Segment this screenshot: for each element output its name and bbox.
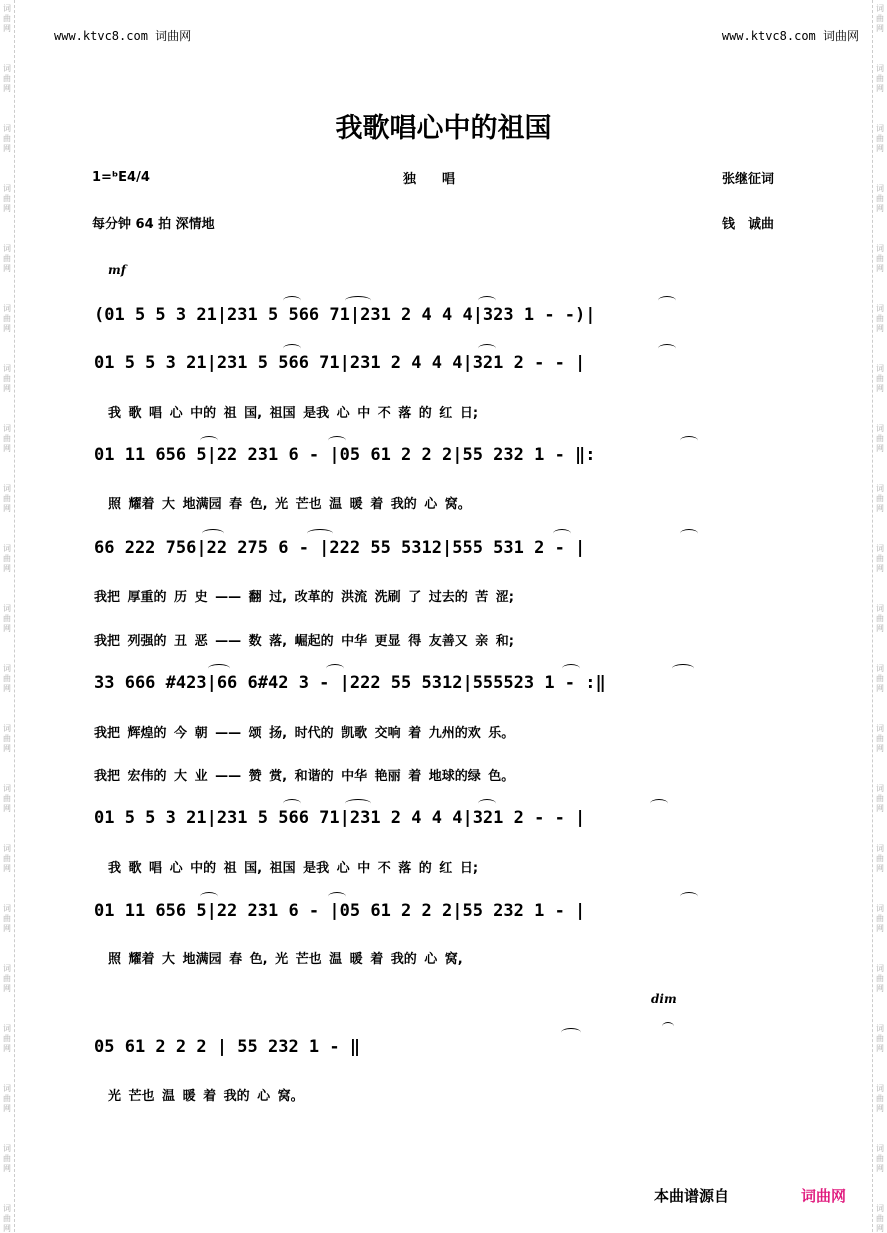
watermark-glyph: 曲: [876, 854, 884, 863]
watermark-glyph: 曲: [876, 1214, 884, 1223]
watermark-glyph: 曲: [3, 14, 11, 23]
watermark-glyph: 词: [3, 304, 11, 313]
lyric-line: 照 耀着 大 地满园 春 色, 光 芒也 温 暖 着 我的 心 窝。: [108, 497, 471, 512]
watermark-glyph: 网: [876, 144, 884, 153]
watermark-glyph: 曲: [876, 74, 884, 83]
watermark-glyph: 词: [3, 544, 11, 553]
watermark-glyph: 网: [876, 1164, 884, 1173]
watermark-glyph: 网: [876, 804, 884, 813]
header-site-left: www.ktvc8.com 词曲网: [54, 29, 192, 43]
watermark-glyph: 曲: [3, 314, 11, 323]
watermark-glyph: 词: [3, 4, 11, 13]
watermark-glyph: 词: [3, 964, 11, 973]
watermark-glyph: 网: [876, 624, 884, 633]
watermark-glyph: 网: [876, 1104, 884, 1113]
watermark-glyph: 曲: [876, 314, 884, 323]
header-site-right: www.ktvc8.com 词曲网: [721, 29, 859, 43]
watermark-glyph: 网: [3, 804, 11, 813]
watermark-glyph: 词: [876, 1024, 884, 1033]
watermark-glyph: 词: [876, 424, 884, 433]
watermark-glyph: 曲: [876, 494, 884, 503]
lyric-line: 我把 列强的 丑 恶 —— 数 落, 崛起的 中华 更显 得 友善又 亲 和;: [94, 634, 514, 649]
watermark-glyph: 网: [876, 744, 884, 753]
watermark-glyph: 网: [3, 504, 11, 513]
watermark-glyph: 网: [876, 444, 884, 453]
slur-mark: [658, 344, 676, 353]
watermark-glyph: 网: [876, 1044, 884, 1053]
watermark-glyph: 词: [876, 664, 884, 673]
watermark-glyph: 曲: [3, 1094, 11, 1103]
watermark-glyph: 词: [876, 604, 884, 613]
watermark-glyph: 曲: [3, 434, 11, 443]
watermark-glyph: 词: [876, 64, 884, 73]
watermark-glyph: 网: [3, 1104, 11, 1113]
lyric-line: 光 芒也 温 暖 着 我的 心 窝。: [108, 1089, 304, 1104]
watermark-glyph: 词: [3, 184, 11, 193]
watermark-glyph: 曲: [3, 914, 11, 923]
watermark-glyph: 词: [876, 724, 884, 733]
lyric-line: 我把 辉煌的 今 朝 —— 颂 扬, 时代的 凯歌 交响 着 九州的欢 乐。: [94, 726, 515, 741]
watermark-glyph: 曲: [876, 674, 884, 683]
watermark-glyph: 曲: [876, 14, 884, 23]
watermark-glyph: 网: [876, 864, 884, 873]
slur-mark: [328, 436, 346, 445]
watermark-glyph: 曲: [3, 74, 11, 83]
watermark-glyph: 曲: [876, 554, 884, 563]
watermark-glyph: 词: [3, 664, 11, 673]
watermark-glyph: 网: [876, 24, 884, 33]
lyric-line: 我把 厚重的 历 史 —— 翻 过, 改革的 洪流 洗刷 了 过去的 苦 涩;: [94, 590, 514, 605]
slur-mark: [650, 799, 668, 808]
left-watermark-strip: [0, 0, 15, 1232]
watermark-glyph: 网: [876, 1224, 884, 1233]
watermark-glyph: 曲: [876, 974, 884, 983]
watermark-glyph: 曲: [3, 794, 11, 803]
watermark-glyph: 曲: [3, 1034, 11, 1043]
watermark-glyph: 曲: [3, 374, 11, 383]
watermark-glyph: 曲: [876, 254, 884, 263]
watermark-glyph: 网: [3, 1164, 11, 1173]
slur-mark: [658, 296, 676, 305]
watermark-glyph: 词: [3, 124, 11, 133]
watermark-glyph: 网: [876, 924, 884, 933]
slur-mark: [283, 296, 301, 305]
watermark-glyph: 词: [3, 64, 11, 73]
slur-mark: [208, 664, 230, 673]
watermark-glyph: 词: [3, 844, 11, 853]
watermark-glyph: 词: [3, 1144, 11, 1153]
watermark-glyph: 网: [3, 924, 11, 933]
lyric-line: 我 歌 唱 心 中的 祖 国, 祖国 是我 心 中 不 落 的 红 日;: [108, 861, 479, 876]
dynamic-dim: dim: [651, 992, 677, 1006]
watermark-glyph: 曲: [876, 614, 884, 623]
watermark-glyph: 曲: [3, 494, 11, 503]
notation-line: 66 222 756|22 275 6 - |222 55 5312|555 531 2 - |: [94, 538, 586, 558]
slur-mark: [345, 296, 371, 305]
watermark-glyph: 网: [876, 84, 884, 93]
watermark-glyph: 网: [3, 144, 11, 153]
watermark-glyph: 词: [876, 244, 884, 253]
watermark-glyph: 曲: [876, 1154, 884, 1163]
watermark-glyph: 网: [3, 84, 11, 93]
watermark-glyph: 词: [876, 1084, 884, 1093]
watermark-glyph: 词: [3, 244, 11, 253]
watermark-glyph: 曲: [3, 614, 11, 623]
watermark-glyph: 网: [3, 384, 11, 393]
slur-mark: [200, 892, 218, 901]
slur-mark: [202, 529, 224, 538]
watermark-glyph: 词: [876, 364, 884, 373]
slur-mark: [328, 892, 346, 901]
notation-line: 01 5 5 3 21|231 5 566 71|231 2 4 4 4|321 2 - - |: [94, 353, 586, 373]
watermark-glyph: 词: [876, 904, 884, 913]
watermark-glyph: 曲: [3, 734, 11, 743]
slur-mark: [672, 664, 694, 673]
watermark-glyph: 网: [3, 624, 11, 633]
watermark-glyph: 网: [876, 684, 884, 693]
watermark-glyph: 曲: [3, 134, 11, 143]
slur-mark: [478, 799, 496, 808]
watermark-glyph: 网: [876, 264, 884, 273]
slur-mark: [307, 529, 333, 538]
lyricist: 张继征词: [722, 172, 775, 187]
watermark-glyph: 曲: [3, 974, 11, 983]
song-title: 我歌唱心中的祖国: [335, 113, 552, 144]
watermark-glyph: 曲: [876, 914, 884, 923]
footer-source-label: 本曲谱源自: [654, 1187, 730, 1205]
slur-mark: [562, 664, 580, 673]
watermark-glyph: 网: [876, 504, 884, 513]
watermark-glyph: 网: [876, 984, 884, 993]
watermark-glyph: 网: [3, 564, 11, 573]
right-watermark-strip: [872, 0, 887, 1232]
watermark-glyph: 网: [3, 264, 11, 273]
watermark-glyph: 词: [3, 484, 11, 493]
notation-line: 01 5 5 3 21|231 5 566 71|231 2 4 4 4|321 2 - - |: [94, 808, 586, 828]
watermark-glyph: 词: [3, 904, 11, 913]
slur-mark: [680, 436, 698, 445]
slur-mark: [478, 344, 496, 353]
watermark-glyph: 词: [3, 784, 11, 793]
watermark-glyph: 词: [876, 784, 884, 793]
watermark-glyph: 曲: [3, 854, 11, 863]
fermata-mark: [662, 1022, 674, 1031]
watermark-glyph: 曲: [876, 134, 884, 143]
watermark-glyph: 曲: [3, 1154, 11, 1163]
watermark-glyph: 网: [3, 444, 11, 453]
watermark-glyph: 词: [876, 4, 884, 13]
watermark-glyph: 网: [3, 684, 11, 693]
notation-line: 01 11 656 5|22 231 6 - |05 61 2 2 2|55 232 1 - ‖:: [94, 445, 596, 465]
slur-mark: [283, 799, 301, 808]
watermark-glyph: 网: [3, 204, 11, 213]
slur-mark: [680, 529, 698, 538]
watermark-glyph: 曲: [876, 194, 884, 203]
watermark-glyph: 网: [3, 324, 11, 333]
watermark-glyph: 网: [3, 1044, 11, 1053]
watermark-glyph: 词: [876, 544, 884, 553]
notation-line: (01 5 5 3 21|231 5 566 71|231 2 4 4 4|323 1 - -)|: [94, 305, 596, 325]
notation-line: 01 11 656 5|22 231 6 - |05 61 2 2 2|55 232 1 - |: [94, 901, 586, 921]
slur-mark: [478, 296, 496, 305]
notation-line: 33 666 #423|66 6#42 3 - |222 55 5312|555523 1 - :‖: [94, 673, 606, 693]
key-signature: 1=ᵇE4/4: [92, 170, 150, 185]
tempo: 每分钟 64 拍 深情地: [92, 217, 215, 232]
watermark-glyph: 曲: [876, 794, 884, 803]
slur-mark: [553, 529, 571, 538]
notation-line: 05 61 2 2 2 | 55 232 1 - ‖: [94, 1037, 361, 1057]
watermark-glyph: 词: [3, 424, 11, 433]
slur-mark: [326, 664, 344, 673]
composer: 钱 诚曲: [722, 217, 775, 232]
dynamic-mf: mf: [108, 263, 126, 277]
watermark-glyph: 词: [876, 844, 884, 853]
slur-mark: [345, 799, 371, 808]
watermark-glyph: 网: [3, 984, 11, 993]
watermark-glyph: 网: [3, 744, 11, 753]
slur-mark: [680, 892, 698, 901]
slur-mark: [200, 436, 218, 445]
watermark-glyph: 词: [876, 124, 884, 133]
watermark-glyph: 网: [876, 204, 884, 213]
watermark-glyph: 曲: [876, 734, 884, 743]
watermark-glyph: 曲: [3, 1214, 11, 1223]
watermark-glyph: 词: [3, 604, 11, 613]
watermark-glyph: 词: [876, 304, 884, 313]
watermark-glyph: 曲: [876, 374, 884, 383]
watermark-glyph: 词: [3, 364, 11, 373]
watermark-glyph: 网: [876, 564, 884, 573]
watermark-glyph: 网: [3, 1224, 11, 1233]
watermark-glyph: 词: [876, 964, 884, 973]
watermark-glyph: 词: [876, 184, 884, 193]
watermark-glyph: 曲: [876, 1094, 884, 1103]
watermark-glyph: 词: [876, 484, 884, 493]
watermark-glyph: 词: [876, 1204, 884, 1213]
lyric-line: 照 耀着 大 地满园 春 色, 光 芒也 温 暖 着 我的 心 窝,: [108, 952, 463, 967]
watermark-glyph: 网: [876, 384, 884, 393]
watermark-glyph: 曲: [3, 194, 11, 203]
watermark-glyph: 曲: [876, 434, 884, 443]
watermark-glyph: 词: [876, 1144, 884, 1153]
lyric-line: 我把 宏伟的 大 业 —— 赞 赏, 和谐的 中华 艳丽 着 地球的绿 色。: [94, 769, 515, 784]
watermark-glyph: 网: [876, 324, 884, 333]
footer-source-logo[interactable]: 词曲网: [801, 1187, 847, 1205]
lyric-line: 我 歌 唱 心 中的 祖 国, 祖国 是我 心 中 不 落 的 红 日;: [108, 406, 479, 421]
watermark-glyph: 词: [3, 1084, 11, 1093]
watermark-glyph: 曲: [3, 674, 11, 683]
slur-mark: [561, 1028, 581, 1037]
watermark-glyph: 曲: [876, 1034, 884, 1043]
slur-mark: [283, 344, 301, 353]
performance-style: 独 唱: [403, 172, 456, 187]
watermark-glyph: 曲: [3, 554, 11, 563]
watermark-glyph: 网: [3, 864, 11, 873]
watermark-glyph: 词: [3, 1204, 11, 1213]
watermark-glyph: 词: [3, 1024, 11, 1033]
watermark-glyph: 曲: [3, 254, 11, 263]
watermark-glyph: 网: [3, 24, 11, 33]
watermark-glyph: 词: [3, 724, 11, 733]
